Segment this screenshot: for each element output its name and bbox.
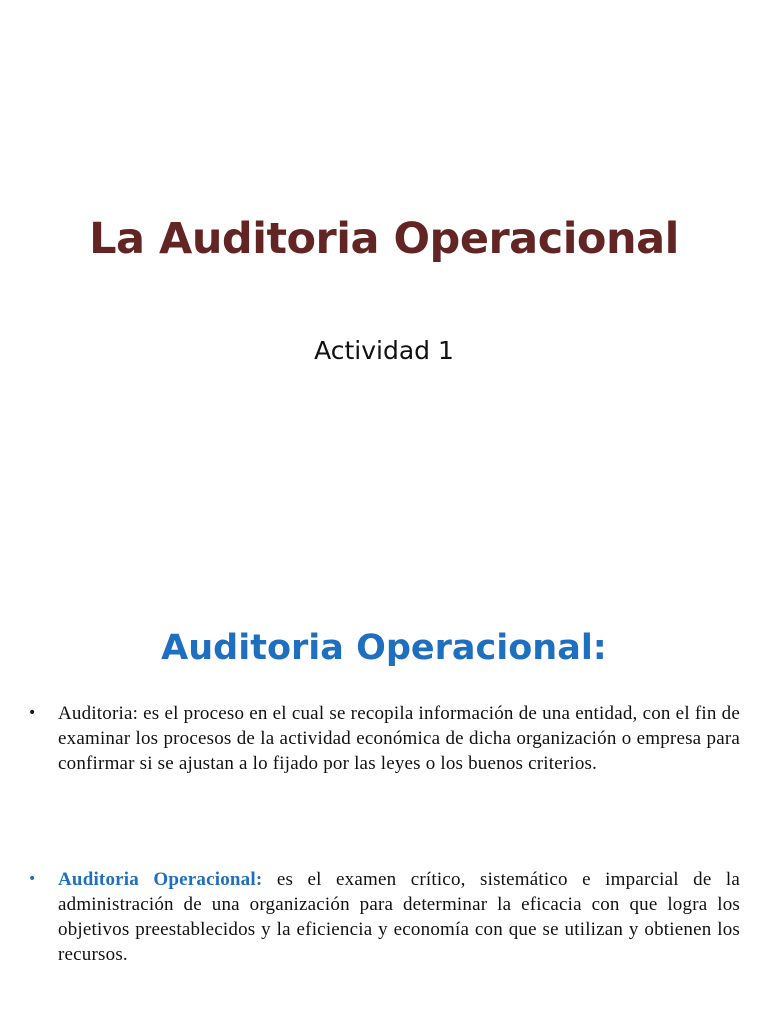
bullet-text-wrapper: [58, 867, 740, 967]
bullet-item-auditoria-operacional: [28, 867, 740, 967]
presentation-subtitle: Actividad 1: [314, 336, 454, 365]
presentation-title: La Auditoria Operacional: [89, 214, 679, 264]
slide-definitions: [0, 576, 768, 1024]
bullet-text: es el examen crítico, sistemático e imparcial de la administración de una organización para determinar la eficacia con que logra los objetivos preestablecidos y la eficiencia y economía con que se utilizan y obtienen los recursos.: [58, 869, 741, 965]
slide-heading: Auditoria Operacional:: [161, 628, 607, 668]
bullet-text: Auditoria: es el proceso en el cual se recopila información de una entidad, con el fin de examinar los procesos de la actividad económica de dicha organización o empresa para confirmar si se ajustan a lo fijado por las leyes o los buenos criterios.: [58, 703, 740, 774]
bullet-term: Auditoria Operacional:: [58, 869, 263, 890]
bullet-icon: •: [28, 705, 37, 721]
bullet-item-auditoria: [28, 701, 740, 776]
bullet-icon: •: [28, 871, 37, 887]
